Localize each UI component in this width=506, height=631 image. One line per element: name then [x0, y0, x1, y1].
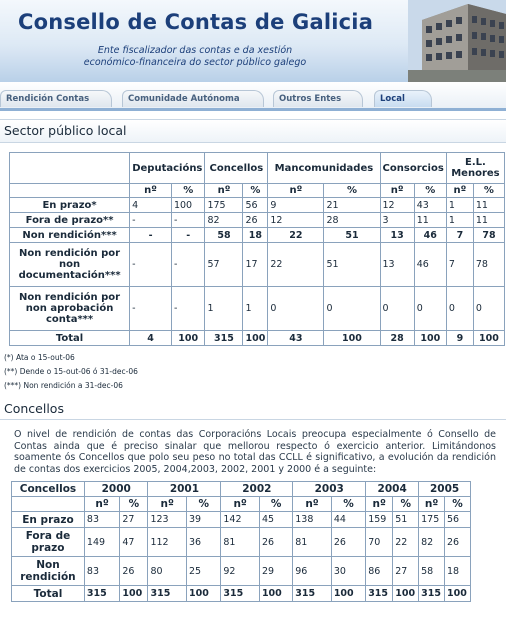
- cell: 4: [130, 331, 172, 346]
- cell: 22: [268, 243, 324, 287]
- cell: 47: [120, 528, 148, 557]
- subheader-cell: nº: [446, 184, 473, 198]
- subheader-cell: %: [243, 184, 268, 198]
- subheader-cell: nº: [148, 497, 187, 512]
- row-label: Fora de prazo: [12, 528, 85, 557]
- cell: 92: [221, 557, 260, 586]
- table-total-row: [10, 331, 505, 346]
- cell: 315: [205, 331, 243, 346]
- cell: 1: [446, 198, 473, 213]
- cell: 100: [120, 586, 148, 602]
- cell: 29: [259, 557, 292, 586]
- footnote: (***) Non rendición a 31-dec-06: [4, 381, 123, 390]
- row-label: En prazo*: [10, 198, 130, 213]
- cell: 22: [268, 228, 324, 243]
- column-header: 2005: [419, 482, 471, 497]
- row-label: En prazo: [12, 512, 85, 528]
- cell: 70: [366, 528, 393, 557]
- cell: 4: [130, 198, 172, 213]
- cell: 100: [445, 586, 471, 602]
- cell: 100: [414, 331, 446, 346]
- cell: 100: [331, 586, 365, 602]
- cell: 100: [187, 586, 221, 602]
- corner-cell: [12, 497, 85, 512]
- subheader-cell: %: [445, 497, 471, 512]
- corner-cell: [10, 153, 130, 184]
- table-row: [10, 228, 505, 243]
- table-header-row: [12, 482, 471, 497]
- cell: 12: [268, 213, 324, 228]
- cell: 30: [331, 557, 365, 586]
- subheader-cell: %: [473, 184, 504, 198]
- cell: 100: [473, 331, 504, 346]
- cell: -: [130, 243, 172, 287]
- column-header: 2003: [293, 482, 366, 497]
- cell: 78: [473, 243, 504, 287]
- subheader-cell: %: [393, 497, 419, 512]
- cell: 39: [187, 512, 221, 528]
- cell: 22: [393, 528, 419, 557]
- table-header-row: [10, 153, 505, 184]
- cell: 315: [148, 586, 187, 602]
- cell: 11: [473, 213, 504, 228]
- cell: 18: [445, 557, 471, 586]
- cell: 45: [259, 512, 292, 528]
- cell: 57: [205, 243, 243, 287]
- footnote: (**) Dende o 15-out-06 ó 31-dec-06: [4, 367, 138, 376]
- subheader-cell: %: [259, 497, 292, 512]
- subheader-cell: %: [414, 184, 446, 198]
- cell: 21: [324, 198, 380, 213]
- cell: 159: [366, 512, 393, 528]
- cell: 0: [380, 287, 414, 331]
- nav-tabs: [0, 82, 506, 111]
- cell: 25: [187, 557, 221, 586]
- cell: 96: [293, 557, 332, 586]
- cell: 100: [324, 331, 380, 346]
- table-row: [10, 198, 505, 213]
- cell: 11: [414, 213, 446, 228]
- column-header: Consorcios: [380, 153, 446, 184]
- cell: 1: [205, 287, 243, 331]
- cell: 26: [445, 528, 471, 557]
- column-header: E.L. Menores: [446, 153, 504, 184]
- column-header: 2000: [84, 482, 148, 497]
- cell: 0: [268, 287, 324, 331]
- column-header: 2001: [148, 482, 221, 497]
- tab-outros-entes[interactable]: Outros Entes: [273, 90, 363, 107]
- cell: 80: [148, 557, 187, 586]
- cell: 27: [120, 512, 148, 528]
- cell: 0: [446, 287, 473, 331]
- table-row: [12, 528, 471, 557]
- subheader-cell: %: [120, 497, 148, 512]
- subheader-cell: nº: [130, 184, 172, 198]
- cell: 0: [414, 287, 446, 331]
- cell: 13: [380, 243, 414, 287]
- cell: 9: [446, 331, 473, 346]
- site-header: [0, 0, 506, 82]
- cell: 78: [473, 228, 504, 243]
- cell: 100: [259, 586, 292, 602]
- subheader-cell: nº: [380, 184, 414, 198]
- table-total-row: [12, 586, 471, 602]
- column-header: Mancomunidades: [268, 153, 380, 184]
- cell: 13: [380, 228, 414, 243]
- cell: 26: [120, 557, 148, 586]
- cell: 56: [445, 512, 471, 528]
- cell: -: [130, 213, 172, 228]
- concellos-table: [11, 481, 471, 602]
- site-title: Consello de Contas de Galicia: [18, 10, 374, 34]
- cell: 58: [205, 228, 243, 243]
- cell: -: [171, 213, 204, 228]
- row-label: Non rendición por non documentación***: [10, 243, 130, 287]
- cell: 58: [419, 557, 445, 586]
- tab-comunidade-autonoma[interactable]: Comunidade Autónoma: [122, 90, 264, 107]
- cell: 7: [446, 228, 473, 243]
- subheader-cell: %: [331, 497, 365, 512]
- cell: 9: [268, 198, 324, 213]
- cell: 28: [380, 331, 414, 346]
- corner-cell: Concellos: [12, 482, 85, 497]
- cell: 51: [324, 228, 380, 243]
- cell: 100: [171, 198, 204, 213]
- section-heading-concellos: Concellos: [0, 399, 506, 420]
- cell: 3: [380, 213, 414, 228]
- cell: 46: [414, 228, 446, 243]
- table-row: [10, 213, 505, 228]
- row-label: Non rendición***: [10, 228, 130, 243]
- subheader-cell: nº: [205, 184, 243, 198]
- section-heading-sector: Sector público local: [0, 119, 506, 143]
- concellos-paragraph: O nivel de rendición de contas das Corporacións Locais preocupa especialmente ó Consello de Contas ainda que é preciso sinalar que mellorou respecto ó exercicio anterior. Limitándonos soamente ós Concellos que polo seu peso no total das CCLL é significativo, a evolución da rendición de contas dos exercicios 2005, 2004,2003, 2002, 2001 y 2000 é a seguinte:: [14, 429, 496, 475]
- cell: 26: [331, 528, 365, 557]
- column-header: Concellos: [205, 153, 268, 184]
- cell: 86: [366, 557, 393, 586]
- cell: 1: [243, 287, 268, 331]
- tab-local[interactable]: Local: [374, 90, 432, 107]
- cell: 315: [84, 586, 119, 602]
- footnote: (*) Ata o 15-out-06: [4, 353, 75, 362]
- row-label: Fora de prazo**: [10, 213, 130, 228]
- table-row: [10, 243, 505, 287]
- column-header: Deputacións: [130, 153, 205, 184]
- subheader-cell: %: [187, 497, 221, 512]
- subheader-cell: nº: [366, 497, 393, 512]
- cell: 100: [393, 586, 419, 602]
- cell: 46: [414, 243, 446, 287]
- cell: 149: [84, 528, 119, 557]
- cell: 100: [171, 331, 204, 346]
- table-row: [10, 287, 505, 331]
- cell: -: [171, 287, 204, 331]
- building-image: [408, 0, 506, 82]
- cell: 43: [414, 198, 446, 213]
- cell: 112: [148, 528, 187, 557]
- corner-cell: [10, 184, 130, 198]
- cell: 175: [419, 512, 445, 528]
- column-header: 2004: [366, 482, 419, 497]
- subheader-cell: nº: [293, 497, 332, 512]
- cell: 11: [473, 198, 504, 213]
- row-label: Total: [10, 331, 130, 346]
- cell: 0: [473, 287, 504, 331]
- row-label: Non rendición por non aprobación conta***: [10, 287, 130, 331]
- cell: 315: [293, 586, 332, 602]
- table-subheader-row: [10, 184, 505, 198]
- cell: 26: [259, 528, 292, 557]
- cell: 12: [380, 198, 414, 213]
- column-header: 2002: [221, 482, 293, 497]
- row-label: Total: [12, 586, 85, 602]
- cell: 81: [221, 528, 260, 557]
- cell: 123: [148, 512, 187, 528]
- cell: 1: [446, 213, 473, 228]
- subheader-cell: nº: [221, 497, 260, 512]
- cell: -: [171, 228, 204, 243]
- cell: 83: [84, 557, 119, 586]
- cell: 36: [187, 528, 221, 557]
- cell: 26: [243, 213, 268, 228]
- cell: 7: [446, 243, 473, 287]
- row-label: Non rendición: [12, 557, 85, 586]
- subheader-cell: nº: [268, 184, 324, 198]
- cell: 315: [419, 586, 445, 602]
- footnotes: [4, 351, 506, 393]
- cell: -: [130, 228, 172, 243]
- cell: 138: [293, 512, 332, 528]
- cell: 82: [419, 528, 445, 557]
- cell: 56: [243, 198, 268, 213]
- cell: 315: [366, 586, 393, 602]
- cell: 18: [243, 228, 268, 243]
- table-row: [12, 512, 471, 528]
- cell: 43: [268, 331, 324, 346]
- subheader-cell: %: [324, 184, 380, 198]
- cell: 17: [243, 243, 268, 287]
- cell: 51: [324, 243, 380, 287]
- cell: 82: [205, 213, 243, 228]
- subheader-cell: nº: [419, 497, 445, 512]
- cell: 51: [393, 512, 419, 528]
- cell: 81: [293, 528, 332, 557]
- cell: 0: [324, 287, 380, 331]
- cell: 175: [205, 198, 243, 213]
- cell: 142: [221, 512, 260, 528]
- cell: 28: [324, 213, 380, 228]
- table-row: [12, 557, 471, 586]
- tab-rendicion-contas[interactable]: Rendición Contas: [0, 90, 112, 107]
- subheader-cell: %: [171, 184, 204, 198]
- site-subtitle-line2: económico-financeira do sector público galego: [83, 57, 307, 68]
- subheader-cell: nº: [84, 497, 119, 512]
- cell: 315: [221, 586, 260, 602]
- cell: -: [171, 243, 204, 287]
- table-subheader-row: [12, 497, 471, 512]
- sector-table: [9, 152, 505, 346]
- cell: -: [130, 287, 172, 331]
- cell: 44: [331, 512, 365, 528]
- site-subtitle-line1: Ente fiscalizador das contas e da xestión: [97, 45, 293, 56]
- cell: 100: [243, 331, 268, 346]
- cell: 27: [393, 557, 419, 586]
- cell: 83: [84, 512, 119, 528]
